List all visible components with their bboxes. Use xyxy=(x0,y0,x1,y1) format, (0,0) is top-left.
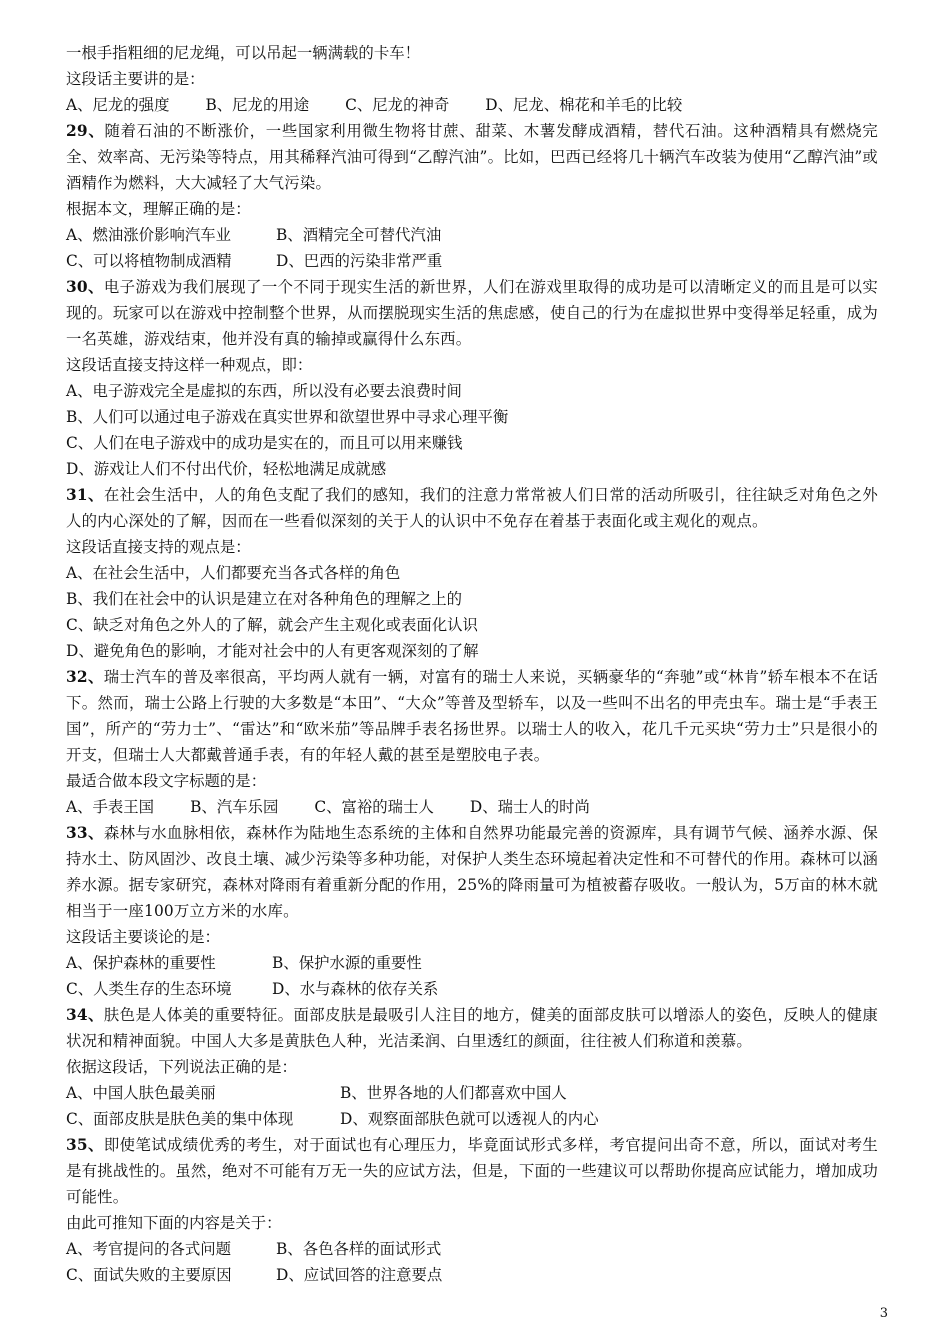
page-number: 3 xyxy=(879,1306,888,1321)
q34-options-row2 xyxy=(66,1106,878,1132)
document-page xyxy=(66,40,878,1288)
option-a: A、考官提问的各式问题 xyxy=(66,1240,232,1258)
option-d: D、游戏让人们不付出代价，轻松地满足成就感 xyxy=(66,460,387,478)
question-34 xyxy=(66,1002,878,1054)
option-a: A、在社会生活中，人们都要充当各式各样的角色 xyxy=(66,564,401,582)
option-c: C、面试失败的主要原因 xyxy=(66,1266,232,1284)
question-number: 29、 xyxy=(66,122,105,140)
option-b: B、汽车乐园 xyxy=(190,798,279,816)
option-d: D、瑞士人的时尚 xyxy=(469,798,590,816)
option-c: C、人们在电子游戏中的成功是实在的，而且可以用来赚钱 xyxy=(66,434,463,452)
question-number: 35、 xyxy=(66,1136,104,1154)
question-text: 随着石油的不断涨价，一些国家利用微生物将甘蔗、甜菜、木薯发酵成酒精，替代石油。这种酒精具有燃烧完全、效率高、无污染等特点，用其稀释汽油可得到“乙醇汽油”。比如，巴西已经将几十辆汽车改装为使用“乙醇汽油”或酒精作为燃料，大大减轻了大气污染。 xyxy=(66,122,878,192)
question-number: 33、 xyxy=(66,824,104,842)
question-text: 森林与水血脉相依，森林作为陆地生态系统的主体和自然界功能最完善的资源库，具有调节气候、涵养水源、保持水土、防风固沙、改良土壤、减少污染等多种功能，对保护人类生态环境起着决定性和不可替代的作用。森林可以涵养水源。据专家研究，森林对降雨有着重新分配的作用，25%的降雨量可为植被蓄存吸收。一般认为，5万亩的林木就相当于一座100万立方米的水库。 xyxy=(66,824,878,920)
option-c: C、可以将植物制成酒精 xyxy=(66,252,232,270)
question-text: 即使笔试成绩优秀的考生，对于面试也有心理压力，毕竟面试形式多样，考官提问出奇不意，所以，面试对考生是有挑战性的。虽然，绝对不可能有万无一失的应试方法，但是，下面的一些建议可以帮助你提高应试能力，增加成功可能性。 xyxy=(66,1136,878,1206)
q33-options-row2 xyxy=(66,976,878,1002)
q30-prompt: 这段话直接支持这样一种观点，即： xyxy=(66,356,313,374)
option-d: D、巴西的污染非常严重 xyxy=(276,252,443,270)
option-c: C、面部皮肤是肤色美的集中体现 xyxy=(66,1110,294,1128)
option-c: C、富裕的瑞士人 xyxy=(314,798,434,816)
q29-prompt: 根据本文，理解正确的是： xyxy=(66,200,251,218)
question-text: 电子游戏为我们展现了一个不同于现实生活的新世界，人们在游戏里取得的成功是可以清晰定义的而且是可以实现的。玩家可以在游戏中控制整个世界，从而摆脱现实生活的焦虑感，使自己的行为在虚拟世界中变得举足轻重，成为一名英雄，游戏结束，他并没有真的输掉或赢得什么东西。 xyxy=(66,278,878,348)
option-d: D、避免角色的影响，才能对社会中的人有更客观深刻的了解 xyxy=(66,642,479,660)
q33-options-row1 xyxy=(66,950,878,976)
question-number: 31、 xyxy=(66,486,104,504)
q35-prompt: 由此可推知下面的内容是关于： xyxy=(66,1214,282,1232)
q33-prompt: 这段话主要谈论的是： xyxy=(66,928,220,946)
option-b: B、我们在社会中的认识是建立在对各种角色的理解之上的 xyxy=(66,590,463,608)
question-number: 34、 xyxy=(66,1006,104,1024)
q34-options-row1 xyxy=(66,1080,878,1106)
option-b: B、各色各样的面试形式 xyxy=(276,1240,442,1258)
option-a: A、手表王国 xyxy=(66,798,155,816)
question-29 xyxy=(66,118,878,196)
option-c: C、人类生存的生态环境 xyxy=(66,980,232,998)
option-d: D、应试回答的注意要点 xyxy=(276,1266,443,1284)
q29-options-row1 xyxy=(66,222,878,248)
question-35 xyxy=(66,1132,878,1210)
option-b: B、世界各地的人们都喜欢中国人 xyxy=(340,1084,567,1102)
option-d: D、观察面部肤色就可以透视人的内心 xyxy=(340,1110,599,1128)
option-b: B、保护水源的重要性 xyxy=(272,954,422,972)
option-c: C、尼龙的神奇 xyxy=(345,96,450,114)
question-33 xyxy=(66,820,878,924)
question-31 xyxy=(66,482,878,534)
option-a: A、电子游戏完全是虚拟的东西，所以没有必要去浪费时间 xyxy=(66,382,462,400)
option-d: D、尼龙、棉花和羊毛的比较 xyxy=(485,96,683,114)
intro-tail: 一根手指粗细的尼龙绳，可以吊起一辆满载的卡车！ xyxy=(66,44,420,62)
q31-prompt: 这段话直接支持的观点是： xyxy=(66,538,251,556)
question-text: 肤色是人体美的重要特征。面部皮肤是最吸引人注目的地方，健美的面部皮肤可以增添人的姿色，反映人的健康状况和精神面貌。中国人大多是黄肤色人种，光洁柔润、白里透红的颜面，往往被人们称道和羡慕。 xyxy=(66,1006,878,1050)
q34-prompt: 依据这段话，下列说法正确的是： xyxy=(66,1058,297,1076)
option-a: A、燃油涨价影响汽车业 xyxy=(66,226,232,244)
option-c: C、缺乏对角色之外人的了解，就会产生主观化或表面化认识 xyxy=(66,616,478,634)
question-number: 32、 xyxy=(66,668,104,686)
question-number: 30、 xyxy=(66,278,104,296)
q32-options xyxy=(66,794,878,820)
question-text: 在社会生活中，人的角色支配了我们的感知，我们的注意力常常被人们日常的活动所吸引，往往缺乏对角色之外人的内心深处的了解，因而在一些看似深刻的关于人的认识中不免存在着基于表面化或主观化的观点。 xyxy=(66,486,878,530)
option-b: B、尼龙的用途 xyxy=(205,96,310,114)
option-b: B、人们可以通过电子游戏在真实世界和欲望世界中寻求心理平衡 xyxy=(66,408,509,426)
question-32 xyxy=(66,664,878,768)
option-b: B、酒精完全可替代汽油 xyxy=(276,226,442,244)
q35-options-row1 xyxy=(66,1236,878,1262)
intro-options xyxy=(66,92,878,118)
option-a: A、中国人肤色最美丽 xyxy=(66,1084,216,1102)
q35-options-row2 xyxy=(66,1262,878,1288)
intro-prompt: 这段话主要讲的是： xyxy=(66,70,205,88)
question-30 xyxy=(66,274,878,352)
option-d: D、水与森林的依存关系 xyxy=(272,980,439,998)
q32-prompt: 最适合做本段文字标题的是： xyxy=(66,772,267,790)
question-text: 瑞士汽车的普及率很高，平均两人就有一辆，对富有的瑞士人来说，买辆豪华的“奔驰”或“林肯”轿车根本不在话下。然而，瑞士公路上行驶的大多数是“本田”、“大众”等普及型轿车，以及一些叫不出名的甲壳虫车。瑞士是“手表王国”，所产的“劳力士”、“雷达”和“欧米茄”等品牌手表名扬世界。以瑞士人的收入，花几千元买块“劳力士”只是很小的开支，但瑞士人大都戴普通手表，有的年轻人戴的甚至是塑胶电子表。 xyxy=(66,668,878,764)
option-a: A、尼龙的强度 xyxy=(66,96,170,114)
option-a: A、保护森林的重要性 xyxy=(66,954,216,972)
q29-options-row2 xyxy=(66,248,878,274)
